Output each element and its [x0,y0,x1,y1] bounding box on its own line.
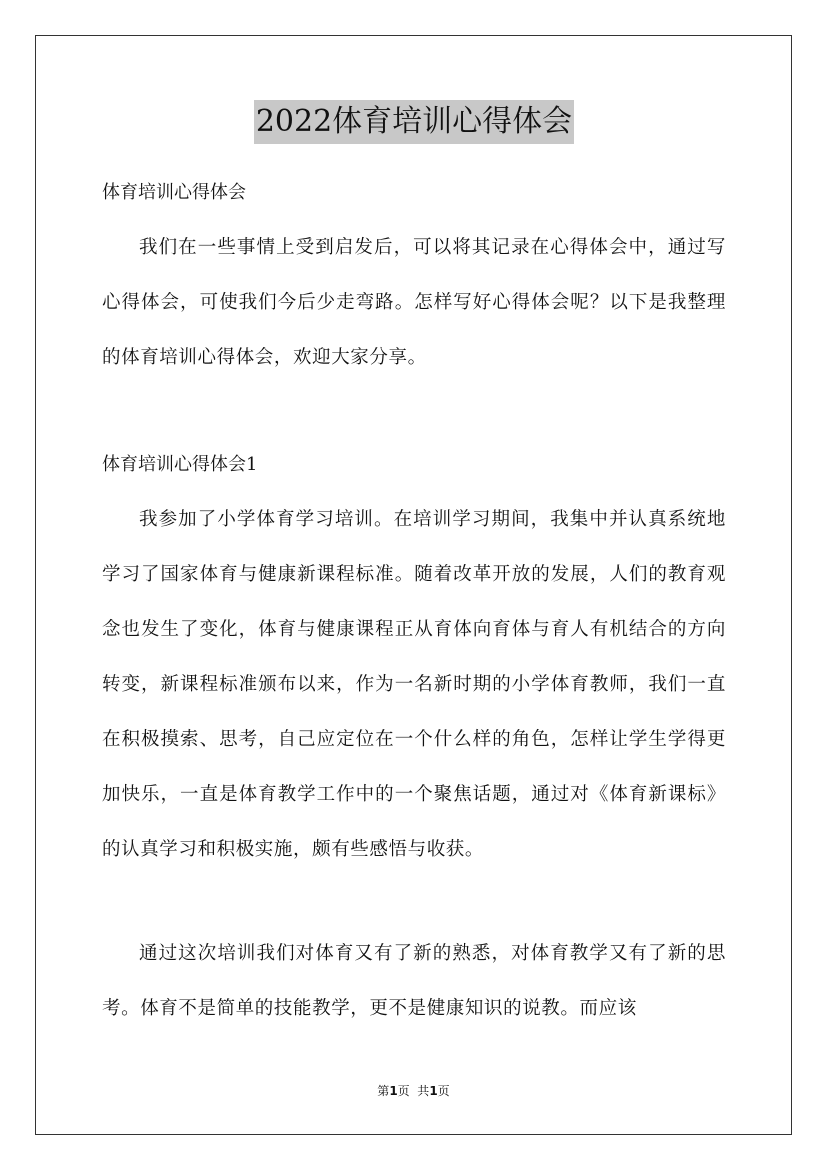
document-title[interactable]: 2022体育培训心得体会 [254,100,574,144]
intro-paragraph[interactable]: 我们在一些事情上受到启发后，可以将其记录在心得体会中，通过写心得体会，可使我们今后少走弯路。怎样写好心得体会呢？以下是我整理的体育培训心得体会，欢迎大家分享。 [102,237,726,368]
intro-heading[interactable]: 体育培训心得体会 [102,182,246,203]
footer-prefix: 第 [377,1084,390,1098]
section1-paragraph-1[interactable]: 我参加了小学体育学习培训。在培训学习期间，我集中并认真系统地学习了国家体育与健康新课程标准。随着改革开放的发展，人们的教育观念也发生了变化，体育与健康课程正从育体向育体与育人有机结合的方向转变，新课程标准颁布以来，作为一名新时期的小学体育教师，我们一直在积极摸索、思考，自己应定位在一个什么样的角色，怎样让学生学得更加快乐，一直是体育教学工作中的一个聚焦话题，通过对《体育新课标》的认真学习和积极实施，颇有些感悟与收获。 [102,509,726,860]
footer-page-total: 1 [429,1084,438,1098]
footer-suffix: 页 [437,1084,450,1098]
footer-page-current: 1 [389,1084,398,1098]
page-footer [0,1083,827,1099]
section1-paragraph-2[interactable]: 通过这次培训我们对体育又有了新的熟悉，对体育教学又有了新的思考。体育不是简单的技能教学，更不是健康知识的说教。而应该 [102,943,726,1019]
footer-mid: 页 共 [397,1084,430,1098]
section1-heading[interactable]: 体育培训心得体会1 [102,454,258,475]
title-container [102,100,726,144]
